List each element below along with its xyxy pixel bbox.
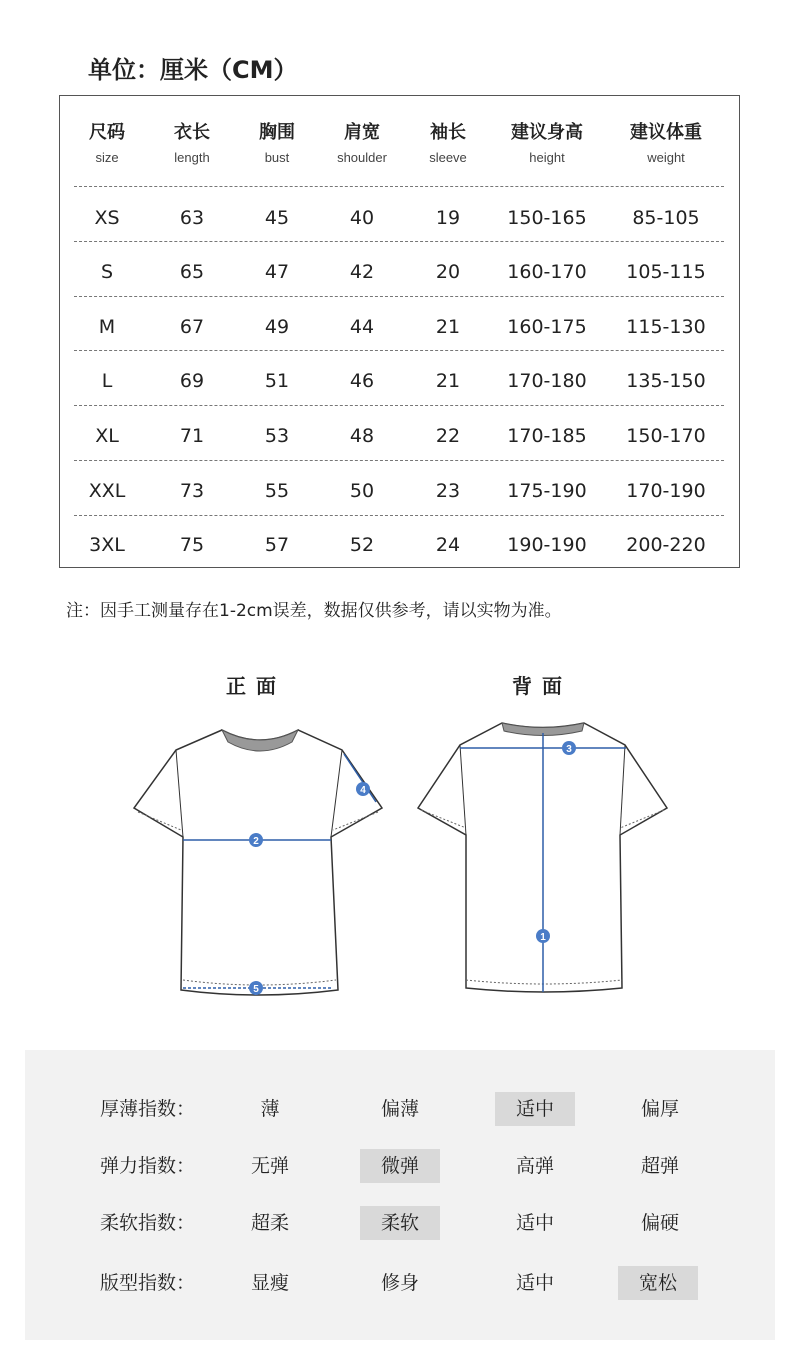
cell-size: XL: [95, 425, 119, 447]
index-label-thickness: 厚薄指数：: [100, 1098, 196, 1120]
cell-size: M: [98, 316, 116, 338]
softness-option-2-selected: 柔软: [360, 1206, 440, 1240]
cell-shoulder: 50: [349, 480, 375, 502]
table-row: [60, 191, 739, 245]
cell-sleeve: 23: [435, 480, 461, 502]
cell-height: 170-180: [507, 370, 587, 392]
elasticity-option-2-selected: 微弹: [360, 1149, 440, 1183]
cell-length: 73: [179, 480, 205, 502]
table-row: [60, 300, 739, 354]
col-header-shoulder: 肩宽 shoulder: [337, 122, 387, 165]
table-row: [60, 518, 739, 572]
measurement-note: 注：因手工测量存在1-2cm误差，数据仅供参考，请以实物为准。: [66, 601, 562, 621]
cell-height: 160-175: [507, 316, 587, 338]
cell-size: XXL: [88, 480, 126, 502]
cell-sleeve: 20: [435, 261, 461, 283]
cell-height: 190-190: [507, 534, 587, 556]
cell-shoulder: 40: [349, 207, 375, 229]
table-row: [60, 245, 739, 299]
cell-weight: 85-105: [632, 207, 700, 229]
tshirt-diagram: [0, 700, 800, 1010]
cell-weight: 135-150: [626, 370, 706, 392]
cell-shoulder: 46: [349, 370, 375, 392]
cell-height: 170-185: [507, 425, 587, 447]
index-label-softness: 柔软指数：: [100, 1212, 196, 1234]
col-header-sleeve: 袖长 sleeve: [429, 122, 467, 165]
cell-length: 67: [179, 316, 205, 338]
softness-option-1: 超柔: [250, 1212, 289, 1234]
cell-length: 69: [179, 370, 205, 392]
unit-title: 单位：厘米（CM）: [88, 56, 298, 84]
cell-weight: 200-220: [626, 534, 706, 556]
fit-option-1: 显瘦: [250, 1272, 289, 1294]
front-view-label: 正面: [226, 674, 286, 698]
cell-length: 75: [179, 534, 205, 556]
cell-bust: 57: [264, 534, 290, 556]
cell-length: 71: [179, 425, 205, 447]
col-header-height: 建议身高 height: [511, 122, 583, 165]
softness-option-4: 偏硬: [640, 1212, 679, 1234]
cell-size: 3XL: [89, 534, 125, 556]
cell-height: 160-170: [507, 261, 587, 283]
cell-bust: 53: [264, 425, 290, 447]
cell-weight: 150-170: [626, 425, 706, 447]
marker-4-label: 4: [360, 785, 366, 796]
col-header-weight: 建议体重 weight: [630, 122, 702, 165]
softness-option-3: 适中: [515, 1212, 554, 1234]
back-view-label: 背面: [512, 674, 572, 698]
thickness-option-4: 偏厚: [640, 1098, 679, 1120]
thickness-option-1: 薄: [260, 1098, 280, 1120]
size-table: [59, 95, 740, 568]
table-row: [60, 464, 739, 518]
index-label-fit: 版型指数：: [100, 1272, 196, 1294]
fit-option-2: 修身: [380, 1272, 419, 1294]
marker-5-label: 5: [253, 984, 259, 995]
fit-option-4-selected: 宽松: [618, 1266, 698, 1300]
index-label-elasticity: 弹力指数：: [100, 1155, 196, 1177]
elasticity-option-1: 无弹: [250, 1155, 289, 1177]
cell-length: 65: [179, 261, 205, 283]
thickness-option-2: 偏薄: [380, 1098, 419, 1120]
elasticity-option-3: 高弹: [515, 1155, 554, 1177]
cell-shoulder: 48: [349, 425, 375, 447]
cell-bust: 49: [264, 316, 290, 338]
cell-size: L: [101, 370, 113, 392]
cell-sleeve: 21: [435, 370, 461, 392]
col-header-size: 尺码 size: [89, 122, 125, 165]
front-tshirt-illustration: [134, 730, 382, 995]
cell-weight: 115-130: [626, 316, 706, 338]
cell-bust: 47: [264, 261, 290, 283]
marker-3-label: 3: [566, 744, 572, 755]
fit-option-3: 适中: [515, 1272, 554, 1294]
cell-shoulder: 52: [349, 534, 375, 556]
table-row: [60, 409, 739, 463]
cell-sleeve: 24: [435, 534, 461, 556]
cell-height: 150-165: [507, 207, 587, 229]
cell-weight: 170-190: [626, 480, 706, 502]
fabric-index-panel: [25, 1050, 775, 1340]
cell-bust: 51: [264, 370, 290, 392]
cell-weight: 105-115: [626, 261, 706, 283]
cell-sleeve: 21: [435, 316, 461, 338]
cell-height: 175-190: [507, 480, 587, 502]
elasticity-option-4: 超弹: [640, 1155, 679, 1177]
col-header-bust: 胸围 bust: [259, 122, 295, 165]
table-header: [60, 118, 739, 178]
marker-2-label: 2: [253, 836, 259, 847]
cell-size: S: [100, 261, 114, 283]
thickness-option-3-selected: 适中: [495, 1092, 575, 1126]
cell-size: XS: [94, 207, 120, 229]
cell-sleeve: 19: [435, 207, 461, 229]
col-header-length: 衣长 length: [174, 122, 210, 165]
cell-shoulder: 42: [349, 261, 375, 283]
cell-sleeve: 22: [435, 425, 461, 447]
table-row: [60, 354, 739, 408]
cell-length: 63: [179, 207, 205, 229]
cell-bust: 45: [264, 207, 290, 229]
cell-bust: 55: [264, 480, 290, 502]
marker-1-label: 1: [540, 932, 546, 943]
row-divider: [74, 186, 724, 187]
cell-shoulder: 44: [349, 316, 375, 338]
